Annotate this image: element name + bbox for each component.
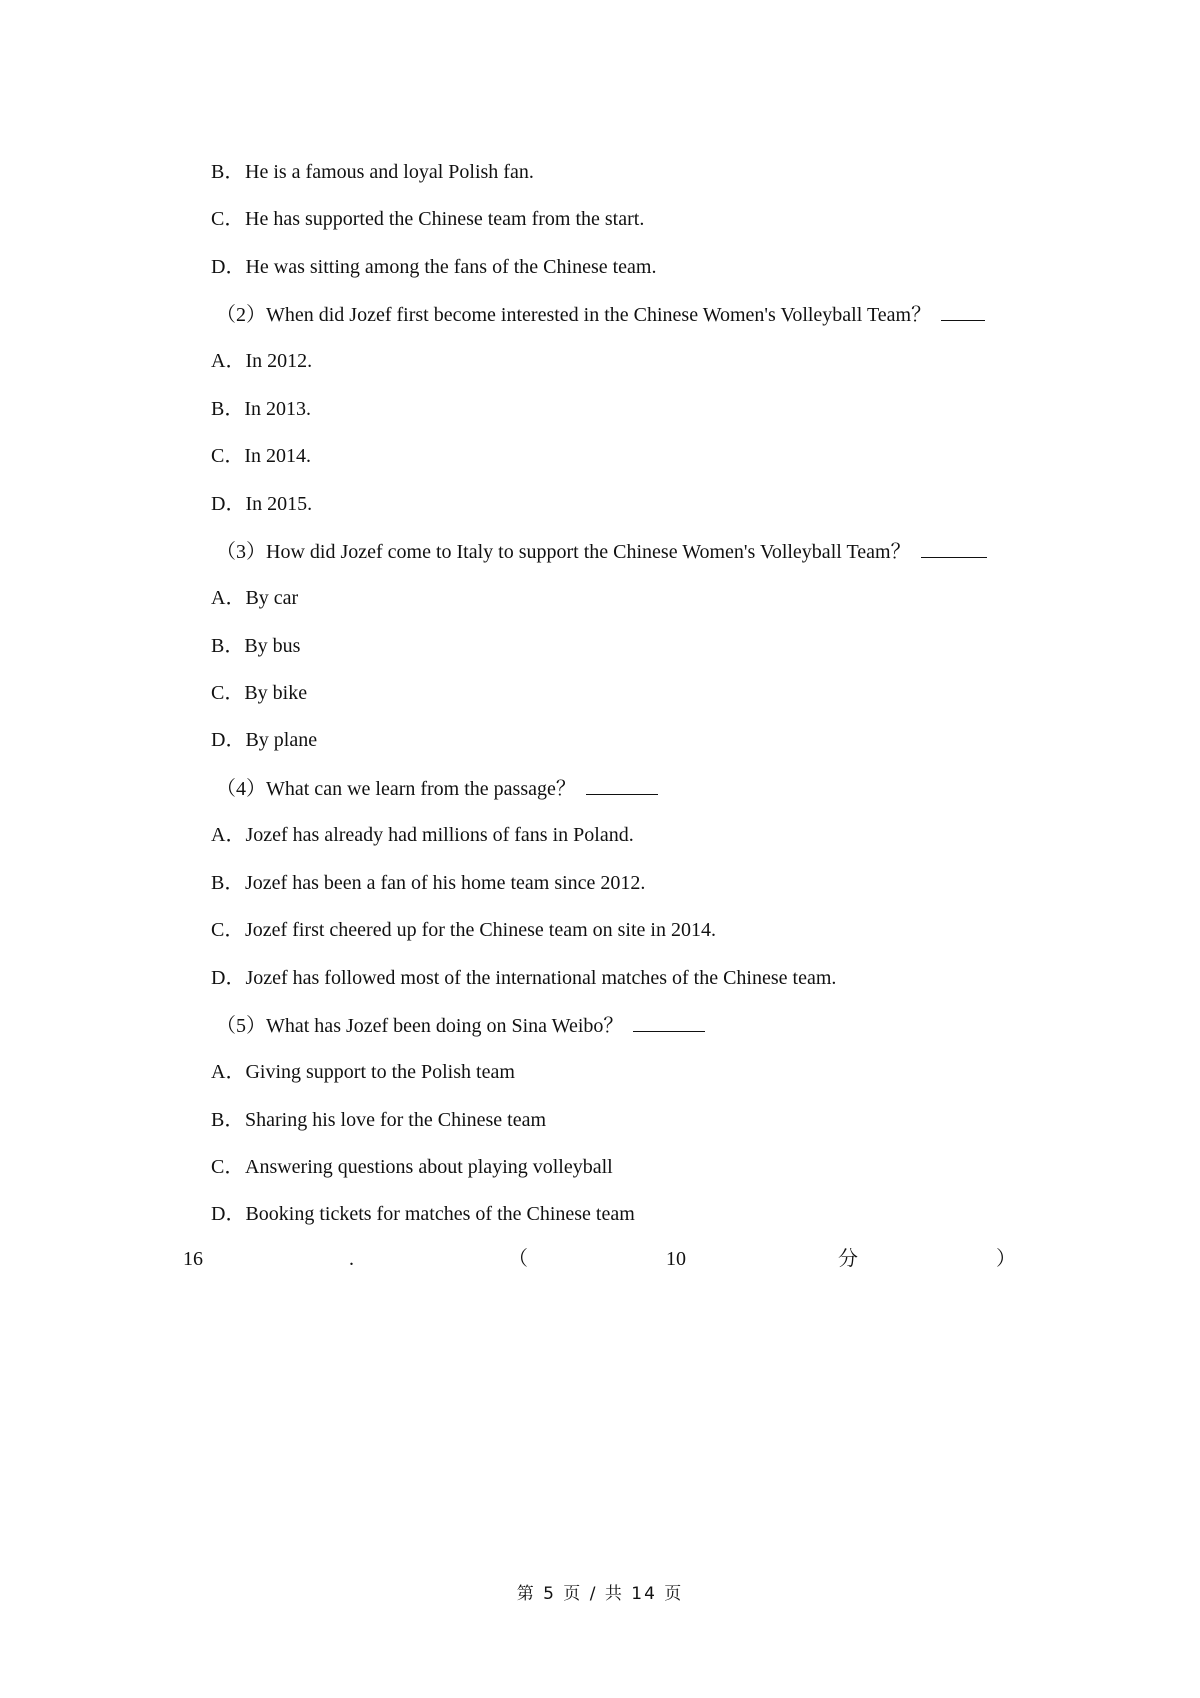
- option-letter: C．: [211, 1156, 245, 1178]
- section-paren-open: （: [508, 1248, 528, 1270]
- option-letter: C．: [211, 682, 245, 704]
- option-text: He is a famous and loyal Polish fan.: [245, 161, 534, 183]
- section-number: 16: [183, 1248, 203, 1270]
- q4-option-c: [211, 918, 716, 942]
- answer-blank: [941, 302, 985, 321]
- q5-option-c: [211, 1155, 613, 1179]
- question-number: （2）: [216, 304, 266, 326]
- section-points-unit: 分: [838, 1248, 858, 1270]
- section-points: 10: [666, 1248, 686, 1270]
- option-text: In 2012.: [245, 350, 313, 372]
- question-5: [216, 1013, 705, 1038]
- option-letter: A．: [211, 587, 246, 609]
- option-letter: D．: [211, 967, 246, 989]
- question-number: （5）: [216, 1015, 266, 1037]
- q2-option-d: [211, 492, 312, 516]
- option-text: Sharing his love for the Chinese team: [245, 1109, 547, 1131]
- option-text: He was sitting among the fans of the Chinese team.: [245, 256, 657, 278]
- question-text: When did Jozef first become interested in the Chinese Women's Volleyball Team？: [266, 304, 932, 326]
- option-text: By bus: [244, 635, 301, 657]
- question-3: [216, 539, 987, 564]
- question-number: （4）: [216, 778, 266, 800]
- section-dot: .: [349, 1248, 354, 1270]
- answer-blank: [586, 776, 658, 795]
- option-letter: D．: [211, 493, 246, 515]
- option-text: He has supported the Chinese team from the start.: [245, 208, 645, 230]
- option-text: In 2014.: [244, 445, 312, 467]
- option-letter: B．: [211, 872, 245, 894]
- question-text: What has Jozef been doing on Sina Weibo？: [266, 1015, 624, 1037]
- q1-option-b: [211, 160, 534, 184]
- option-text: In 2013.: [244, 398, 312, 420]
- q2-option-c: [211, 444, 311, 468]
- q5-option-b: [211, 1108, 546, 1132]
- option-text: By bike: [244, 682, 308, 704]
- question-text: What can we learn from the passage？: [266, 778, 576, 800]
- q5-option-d: [211, 1202, 635, 1226]
- answer-blank: [633, 1013, 705, 1032]
- option-letter: A．: [211, 824, 246, 846]
- section-paren-close: ）: [996, 1248, 1016, 1270]
- option-letter: A．: [211, 1061, 246, 1083]
- page-footer: 第 5 页 / 共 14 页: [516, 1584, 684, 1604]
- option-letter: D．: [211, 729, 246, 751]
- option-text: Jozef has already had millions of fans in Poland.: [245, 824, 634, 846]
- option-text: Jozef first cheered up for the Chinese team on site in 2014.: [245, 919, 716, 941]
- option-letter: C．: [211, 208, 245, 230]
- option-text: Answering questions about playing volleyball: [245, 1156, 613, 1178]
- q3-option-d: [211, 728, 317, 752]
- question-number: （3）: [216, 541, 266, 563]
- option-letter: A．: [211, 350, 246, 372]
- option-text: By car: [245, 587, 299, 609]
- option-text: Giving support to the Polish team: [245, 1061, 515, 1083]
- question-text: How did Jozef come to Italy to support the Chinese Women's Volleyball Team？: [266, 541, 911, 563]
- q2-option-a: [211, 349, 312, 373]
- option-letter: C．: [211, 445, 245, 467]
- q4-option-d: [211, 966, 836, 990]
- q3-option-c: [211, 681, 307, 705]
- option-letter: D．: [211, 1203, 246, 1225]
- option-letter: B．: [211, 161, 245, 183]
- q1-option-c: [211, 207, 644, 231]
- q3-option-b: [211, 634, 300, 658]
- q2-option-b: [211, 397, 311, 421]
- option-letter: D．: [211, 256, 246, 278]
- option-text: Jozef has been a fan of his home team since 2012.: [245, 872, 646, 894]
- q1-option-d: [211, 255, 656, 279]
- q4-option-b: [211, 871, 645, 895]
- option-letter: B．: [211, 635, 245, 657]
- option-text: By plane: [245, 729, 318, 751]
- option-letter: B．: [211, 398, 245, 420]
- q4-option-a: [211, 823, 634, 847]
- q3-option-a: [211, 586, 298, 610]
- answer-blank: [921, 539, 987, 558]
- option-text: In 2015.: [245, 493, 313, 515]
- question-2: [216, 302, 985, 327]
- option-letter: C．: [211, 919, 245, 941]
- option-text: Booking tickets for matches of the Chinese team: [245, 1203, 635, 1225]
- option-text: Jozef has followed most of the international matches of the Chinese team.: [245, 967, 837, 989]
- question-4: [216, 776, 658, 801]
- q5-option-a: [211, 1060, 515, 1084]
- section-heading: [0, 1247, 1200, 1271]
- option-letter: B．: [211, 1109, 245, 1131]
